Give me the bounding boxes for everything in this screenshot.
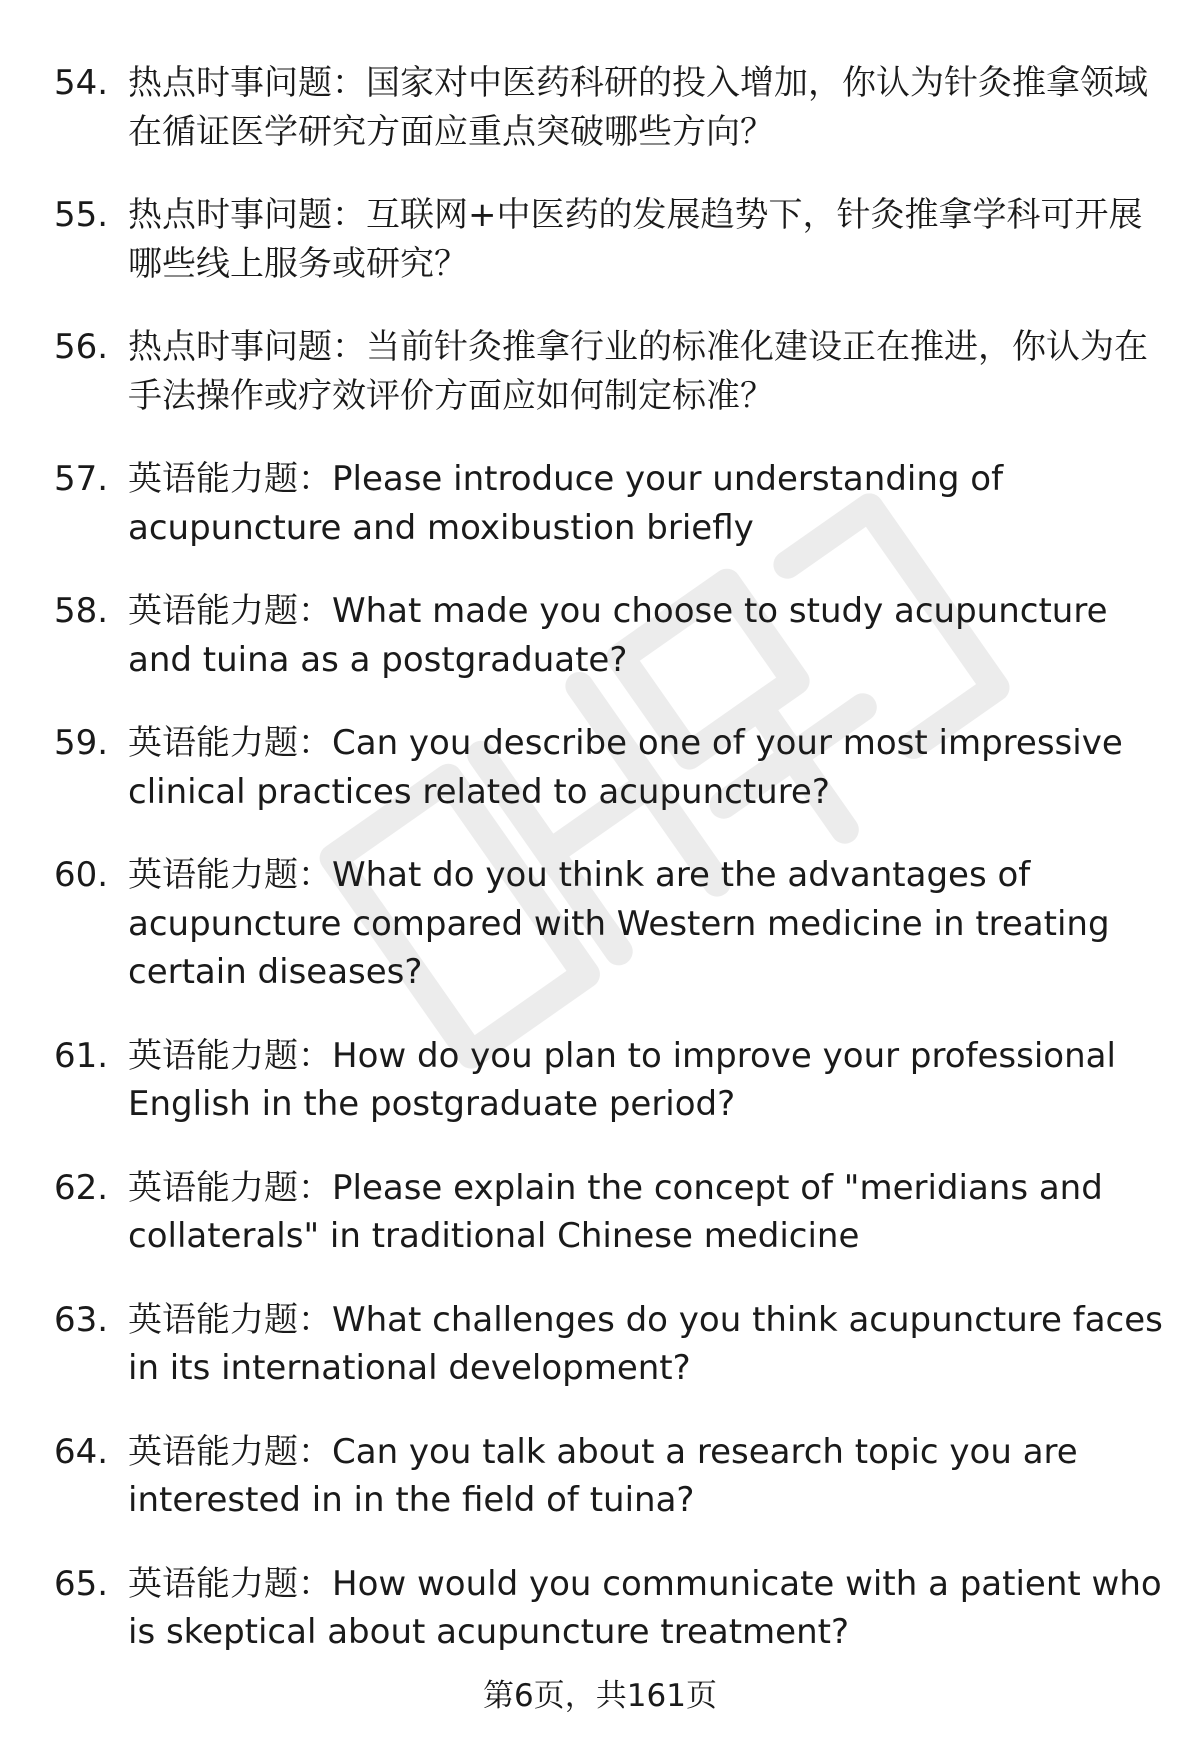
- question-item-58: [54, 587, 1164, 684]
- question-item-55: [54, 191, 1164, 288]
- question-text: 国家对中医药科研的投入增加，你认为针灸推拿领域在循证医学研究方面应重点突破哪些方向？: [128, 63, 1148, 152]
- question-category: 英语能力题: [128, 855, 298, 895]
- question-number: 59.: [54, 723, 109, 763]
- question-text: Please introduce your understanding of acupuncture and moxibustion briefly: [128, 459, 1004, 548]
- question-text: What challenges do you think acupuncture faces in its international development?: [128, 1299, 1163, 1388]
- question-number: 55.: [54, 195, 109, 235]
- question-text: 当前针灸推拿行业的标准化建设正在推进，你认为在手法操作或疗效评价方面应如何制定标准？: [128, 327, 1148, 416]
- question-item-57: [54, 455, 1164, 552]
- question-body: [128, 851, 1164, 997]
- question-category: 英语能力题: [128, 723, 298, 763]
- question-number: 60.: [54, 855, 109, 895]
- page-number-label: 第6页，共161页: [483, 1678, 717, 1714]
- question-body: [128, 191, 1164, 288]
- category-separator: ：: [298, 1563, 332, 1604]
- question-category: 英语能力题: [128, 1035, 298, 1076]
- question-category: 英语能力题: [128, 459, 298, 499]
- question-item-59: [54, 719, 1164, 816]
- question-number: 61.: [54, 1035, 109, 1076]
- question-number: 57.: [54, 459, 109, 499]
- question-body: [128, 1164, 1164, 1261]
- question-number: 54.: [54, 63, 109, 103]
- page-footer: [0, 1676, 1200, 1716]
- category-separator: ：: [298, 855, 332, 895]
- category-separator: ：: [298, 1299, 332, 1340]
- question-body: [128, 1560, 1164, 1657]
- question-number: 63.: [54, 1299, 109, 1340]
- question-number: 62.: [54, 1167, 109, 1208]
- question-body: [128, 1428, 1164, 1525]
- category-separator: ：: [332, 327, 366, 367]
- question-category: 英语能力题: [128, 1431, 298, 1472]
- question-category: 热点时事问题: [128, 195, 332, 235]
- category-separator: ：: [298, 1167, 332, 1208]
- question-number: 65.: [54, 1563, 109, 1604]
- category-separator: ：: [298, 459, 332, 499]
- question-text: What do you think are the advantages of acupuncture compared with Western medicine in treating certain diseases?: [128, 855, 1110, 992]
- question-body: [128, 59, 1164, 156]
- question-body: [128, 587, 1164, 684]
- question-text: Can you describe one of your most impressive clinical practices related to acupuncture?: [128, 723, 1123, 812]
- question-item-65: [54, 1560, 1164, 1657]
- question-category: 英语能力题: [128, 591, 298, 631]
- question-item-64: [54, 1428, 1164, 1525]
- question-number: 56.: [54, 327, 109, 367]
- question-body: [128, 323, 1164, 420]
- question-body: [128, 1296, 1164, 1393]
- question-text: Please explain the concept of "meridians and collaterals" in traditional Chinese medicine: [128, 1167, 1103, 1256]
- question-category: 英语能力题: [128, 1299, 298, 1340]
- category-separator: ：: [298, 1035, 332, 1076]
- category-separator: ：: [298, 591, 332, 631]
- question-text: How do you plan to improve your professional English in the postgraduate period?: [128, 1035, 1116, 1124]
- question-category: 英语能力题: [128, 1167, 298, 1208]
- category-separator: ：: [298, 1431, 332, 1472]
- question-text: How would you communicate with a patient who is skeptical about acupuncture treatment?: [128, 1563, 1162, 1652]
- question-text: 互联网+中医药的发展趋势下，针灸推拿学科可开展哪些线上服务或研究？: [128, 195, 1143, 284]
- question-body: [128, 719, 1164, 816]
- question-item-63: [54, 1296, 1164, 1393]
- question-text: What made you choose to study acupuncture and tuina as a postgraduate?: [128, 591, 1108, 680]
- question-item-56: [54, 323, 1164, 420]
- question-body: [128, 455, 1164, 552]
- question-category: 英语能力题: [128, 1563, 298, 1604]
- category-separator: ：: [298, 723, 332, 763]
- question-category: 热点时事问题: [128, 63, 332, 103]
- question-item-61: [54, 1032, 1164, 1129]
- category-separator: ：: [332, 63, 366, 103]
- question-number: 64.: [54, 1431, 109, 1472]
- question-list: [54, 59, 1164, 1692]
- question-body: [128, 1032, 1164, 1129]
- question-text: Can you talk about a research topic you are interested in in the field of tuina?: [128, 1431, 1078, 1520]
- question-number: 58.: [54, 591, 109, 631]
- question-category: 热点时事问题: [128, 327, 332, 367]
- category-separator: ：: [332, 195, 366, 235]
- question-item-60: [54, 851, 1164, 997]
- question-item-54: [54, 59, 1164, 156]
- question-item-62: [54, 1164, 1164, 1261]
